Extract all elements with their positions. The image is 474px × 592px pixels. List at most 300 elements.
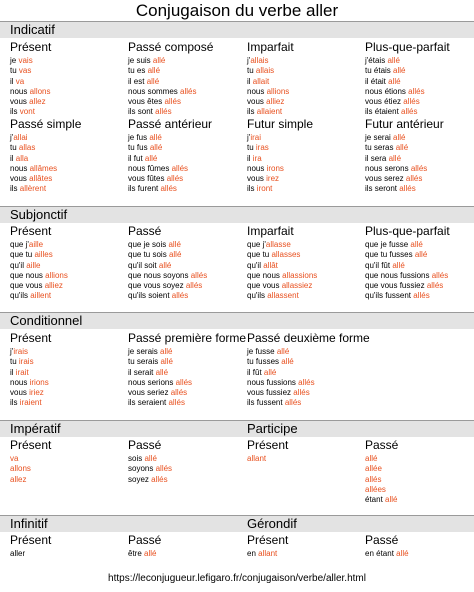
conjugation-row	[247, 261, 317, 271]
tense-block	[10, 224, 68, 302]
tense-block	[128, 331, 246, 409]
conjugation-list	[365, 454, 398, 505]
conjugation-row	[10, 388, 51, 398]
conjugation-list	[365, 549, 409, 559]
tense-block	[365, 438, 398, 505]
conjugation-row	[247, 454, 288, 464]
conjugation-list	[365, 240, 450, 302]
tense-name: Passé	[365, 533, 399, 547]
tense-name: Plus-que-parfait	[365, 224, 450, 238]
verb-form: allé	[149, 143, 163, 153]
pronoun-text: ils	[10, 184, 18, 194]
pronoun-text: tu	[10, 357, 17, 367]
conjugation-row	[365, 261, 450, 271]
pronoun-text: nous fussions	[247, 377, 296, 387]
pronoun-text: tu	[10, 66, 17, 76]
conjugation-row	[10, 357, 51, 367]
verb-form: allé	[393, 133, 406, 142]
conjugation-list	[128, 549, 161, 559]
pronoun-text: aller	[10, 549, 26, 558]
verb-form: allés	[399, 184, 416, 194]
verb-form: allés	[408, 86, 425, 96]
pronoun-text: qu'ils soient	[128, 291, 170, 301]
pronoun-text: vous serez	[365, 174, 404, 184]
conjugation-row	[10, 97, 51, 107]
pronoun-text: en	[247, 549, 256, 558]
tense-name: Imparfait	[247, 40, 294, 54]
verb-form: aillent	[30, 291, 52, 301]
conjugation-row	[10, 378, 51, 388]
verb-form: irai	[250, 133, 261, 142]
verb-form: allés	[190, 270, 208, 280]
conjugation-row	[10, 454, 51, 464]
tense-block	[247, 533, 288, 559]
verb-form: allé	[146, 76, 160, 86]
section-label-participe: Participe	[247, 421, 298, 436]
pronoun-text: que tu	[10, 250, 33, 260]
tense-name: Passé	[365, 438, 399, 452]
conjugation-list	[10, 240, 68, 302]
verb-form: allé	[152, 56, 166, 65]
section-label-imperatif: Impératif	[10, 421, 61, 436]
verb-form: va	[15, 76, 25, 86]
verb-form: allaient	[256, 107, 283, 117]
section-label-gerondif: Gérondif	[247, 516, 297, 531]
conjugation-row	[365, 291, 450, 301]
conjugation-list	[128, 133, 212, 195]
conjugation-list	[10, 549, 51, 559]
pronoun-text: nous	[10, 377, 28, 387]
conjugation-list	[10, 56, 51, 118]
pronoun-text: nous serions	[128, 377, 174, 387]
conjugation-row	[128, 174, 212, 184]
verb-form: alla	[15, 153, 29, 163]
verb-form: vas	[18, 66, 32, 76]
pronoun-text: que nous soyons	[128, 270, 189, 280]
conjugation-row	[128, 77, 213, 87]
pronoun-text: je serais	[128, 347, 158, 356]
conjugation-row	[365, 154, 444, 164]
conjugation-row	[128, 291, 207, 301]
pronoun-text: ils étaient	[365, 107, 399, 117]
verb-form: allâtes	[29, 174, 53, 184]
tense-name: Plus-que-parfait	[365, 40, 450, 54]
pronoun-text: vous fussiez	[247, 388, 292, 398]
verb-form: allés	[180, 86, 197, 96]
conjugation-row	[365, 485, 398, 495]
conjugation-row	[247, 66, 294, 76]
verb-form: allés	[405, 174, 423, 184]
conjugation-row	[247, 143, 313, 153]
conjugation-row	[247, 368, 370, 378]
verb-form: allai	[13, 133, 28, 142]
conjugation-row	[10, 87, 51, 97]
verb-form: allez	[29, 97, 46, 107]
conjugation-row	[365, 174, 444, 184]
conjugation-row	[365, 97, 450, 107]
tense-name: Présent	[247, 533, 289, 547]
pronoun-text: ils seront	[365, 184, 398, 194]
pronoun-text: j'	[247, 56, 251, 65]
conjugation-row	[247, 398, 370, 408]
conjugation-row	[10, 398, 51, 408]
verb-form: allions	[45, 270, 68, 280]
tense-block	[247, 40, 294, 118]
verb-form: iront	[256, 184, 273, 194]
tense-name: Présent	[10, 438, 52, 452]
conjugation-row	[10, 184, 81, 194]
verb-form: allés	[410, 163, 428, 173]
verb-form: ailles	[34, 250, 53, 260]
verb-form: allant	[247, 454, 267, 463]
pronoun-text: nous	[10, 163, 28, 173]
verb-form: alliez	[44, 281, 63, 291]
pronoun-text: il fut	[128, 153, 143, 163]
verb-form: allé	[147, 66, 161, 76]
conjugation-row	[247, 87, 294, 97]
verb-form: irait	[15, 367, 29, 377]
tense-block	[128, 117, 212, 195]
conjugation-row	[128, 454, 172, 464]
verb-form: allé	[263, 367, 277, 377]
verb-form: allés	[401, 107, 418, 117]
section-band-imperatif-participe	[0, 420, 474, 437]
pronoun-text: j'	[247, 133, 251, 142]
tense-name: Passé	[128, 438, 162, 452]
pronoun-text: vous	[10, 97, 27, 107]
conjugation-row	[128, 464, 172, 474]
tense-block	[10, 331, 51, 409]
tense-block	[365, 533, 409, 559]
tense-block	[247, 331, 370, 409]
conjugation-row	[10, 143, 81, 153]
pronoun-text: qu'il fût	[365, 260, 391, 270]
tense-block	[10, 533, 51, 559]
tense-name: Passé composé	[128, 40, 214, 54]
conjugation-row	[365, 133, 444, 143]
conjugation-row	[128, 164, 212, 174]
tense-name: Présent	[10, 533, 52, 547]
pronoun-text: il est	[128, 76, 145, 86]
verb-form: aille	[26, 260, 41, 270]
section-band-conditionnel	[0, 312, 474, 329]
conjugation-row	[247, 281, 317, 291]
tense-name: Futur antérieur	[365, 117, 444, 131]
pronoun-text: nous	[10, 86, 28, 96]
conjugation-row	[10, 133, 81, 143]
verb-form: allés	[151, 474, 168, 484]
tense-block	[128, 40, 213, 118]
pronoun-text: il	[247, 153, 251, 163]
tense-block	[247, 438, 288, 464]
pronoun-text: que vous	[10, 281, 43, 291]
pronoun-text: tu seras	[365, 143, 394, 153]
verb-form: allé	[276, 347, 290, 356]
verb-form: allé	[281, 357, 294, 367]
pronoun-text: que nous	[247, 270, 280, 280]
pronoun-text: il	[247, 76, 251, 86]
conjugation-row	[365, 549, 409, 559]
section-band-indicatif	[0, 21, 474, 38]
conjugation-row	[247, 184, 313, 194]
conjugation-row	[365, 464, 398, 474]
pronoun-text: vous	[247, 97, 264, 107]
verb-form: allé	[155, 367, 169, 377]
pronoun-text: vous êtes	[128, 97, 163, 107]
tense-block	[128, 224, 207, 302]
conjugation-row	[247, 164, 313, 174]
verb-form: allèrent	[19, 184, 47, 194]
conjugation-row	[128, 184, 212, 194]
conjugation-row	[247, 174, 313, 184]
conjugation-row	[10, 240, 68, 250]
conjugation-row	[128, 154, 212, 164]
conjugation-row	[247, 378, 370, 388]
verb-form: allés	[171, 291, 189, 301]
pronoun-text: que tu sois	[128, 250, 167, 260]
verb-form: allés	[170, 388, 188, 398]
tense-name: Futur simple	[247, 117, 314, 131]
tense-name: Passé première forme	[128, 331, 247, 345]
conjugation-row	[10, 347, 51, 357]
pronoun-text: que vous soyez	[128, 281, 184, 291]
conjugation-row	[365, 164, 444, 174]
pronoun-text: j'étais	[365, 56, 386, 65]
verb-form: allasse	[265, 240, 291, 249]
section-band-subjonctif	[0, 206, 474, 223]
verb-form: iraient	[19, 398, 42, 408]
conjugation-list	[128, 454, 172, 485]
conjugation-row	[128, 281, 207, 291]
pronoun-text: que vous	[247, 281, 280, 291]
pronoun-text: que je fusse	[365, 240, 409, 249]
pronoun-text: que nous	[10, 270, 43, 280]
verb-form: allées	[365, 484, 386, 494]
tense-block	[10, 117, 81, 195]
conjugation-list	[247, 56, 294, 118]
pronoun-text: qu'ils	[10, 291, 28, 301]
verb-form: allés	[365, 474, 382, 484]
conjugation-row	[365, 271, 450, 281]
pronoun-text: qu'ils fussent	[365, 291, 411, 301]
verb-form: allé	[144, 153, 158, 163]
verb-form: allâmes	[29, 163, 58, 173]
pronoun-text: il serait	[128, 367, 154, 377]
verb-form: allons	[29, 86, 51, 96]
conjugation-row	[128, 357, 246, 367]
verb-form: allés	[431, 270, 449, 280]
pronoun-text: que je sois	[128, 240, 167, 249]
tense-name: Passé simple	[10, 117, 82, 131]
conjugation-list	[10, 454, 51, 485]
verb-form: allés	[185, 281, 203, 291]
pronoun-text: ils	[247, 184, 255, 194]
conjugation-row	[247, 250, 317, 260]
verb-form: allés	[168, 398, 185, 408]
conjugation-list	[247, 549, 288, 559]
conjugation-row	[10, 77, 51, 87]
pronoun-text: tu	[247, 143, 254, 153]
pronoun-text: nous fûmes	[128, 163, 170, 173]
conjugation-row	[365, 281, 450, 291]
conjugation-row	[128, 549, 161, 559]
tense-name: Présent	[247, 438, 289, 452]
pronoun-text: étant	[365, 495, 383, 505]
tense-name: Présent	[10, 224, 52, 238]
conjugation-list	[365, 56, 450, 118]
pronoun-text: soyez	[128, 474, 149, 484]
pronoun-text: tu étais	[365, 66, 391, 76]
verb-form: allés	[171, 163, 189, 173]
pronoun-text: il fût	[247, 367, 262, 377]
pronoun-text: tu fus	[128, 143, 148, 153]
verb-form: vais	[18, 56, 33, 65]
tense-block	[247, 224, 317, 302]
pronoun-text: j'	[10, 133, 14, 142]
pronoun-text: vous seriez	[128, 388, 169, 398]
verb-form: allés	[164, 97, 181, 107]
verb-form: allons	[10, 464, 31, 474]
conjugation-row	[10, 66, 51, 76]
verb-form: allions	[266, 86, 290, 96]
conjugation-row	[365, 77, 450, 87]
conjugation-row	[10, 56, 51, 66]
pronoun-text: en étant	[365, 549, 394, 558]
pronoun-text: tu serais	[128, 357, 159, 367]
verb-form: allais	[250, 56, 269, 65]
verb-form: allés	[160, 184, 177, 194]
conjugation-row	[365, 184, 444, 194]
conjugation-row	[128, 475, 172, 485]
verb-form: allez	[10, 474, 27, 484]
verb-form: iriez	[29, 388, 44, 398]
pronoun-text: je fusse	[247, 347, 275, 356]
verb-form: allés	[175, 377, 193, 387]
verb-form: va	[10, 454, 19, 463]
conjugation-row	[10, 154, 81, 164]
verb-form: allés	[293, 388, 310, 398]
pronoun-text: sois	[128, 454, 143, 463]
pronoun-text: nous	[247, 86, 265, 96]
conjugation-row	[10, 261, 68, 271]
verb-form: allés	[298, 377, 315, 387]
verb-form: aille	[28, 240, 44, 249]
verb-form: allé	[410, 240, 423, 249]
pronoun-text: il	[10, 367, 14, 377]
conjugation-row	[365, 250, 450, 260]
page-title: Conjugaison du verbe aller	[135, 1, 339, 20]
conjugation-row	[247, 240, 317, 250]
conjugation-list	[128, 56, 213, 118]
verb-form: ira	[252, 153, 262, 163]
verb-form: allé	[168, 250, 182, 260]
pronoun-text: que j'	[247, 240, 266, 249]
tense-block	[10, 438, 51, 485]
verb-form: allés	[413, 291, 430, 301]
section-label-infinitif: Infinitif	[10, 516, 48, 531]
pronoun-text: nous étions	[365, 86, 406, 96]
pronoun-text: vous étiez	[365, 97, 402, 107]
verb-form: allé	[395, 143, 409, 153]
conjugation-list	[10, 133, 81, 195]
tense-block	[365, 40, 450, 118]
verb-form: allé	[149, 133, 162, 142]
verb-form: allant	[258, 549, 278, 558]
verb-form: allas	[18, 143, 36, 153]
pronoun-text: que vous fussiez	[365, 281, 425, 291]
conjugation-row	[10, 164, 81, 174]
conjugation-row	[128, 261, 207, 271]
conjugation-row	[10, 291, 68, 301]
conjugation-row	[10, 475, 51, 485]
verb-form: allés	[155, 107, 172, 117]
pronoun-text: nous sommes	[128, 86, 178, 96]
conjugation-row	[128, 87, 213, 97]
tense-block	[128, 438, 172, 485]
conjugation-row	[365, 87, 450, 97]
pronoun-text: nous	[247, 163, 265, 173]
pronoun-text: vous	[247, 174, 264, 184]
conjugation-row	[128, 240, 207, 250]
conjugation-list	[128, 347, 246, 409]
pronoun-text: ils	[247, 107, 255, 117]
pronoun-text: nous serons	[365, 163, 409, 173]
verb-form: vont	[19, 107, 35, 117]
conjugation-row	[247, 291, 317, 301]
tense-block	[365, 117, 444, 195]
verb-form: allés	[426, 281, 444, 291]
conjugation-row	[128, 378, 246, 388]
pronoun-text: il	[10, 76, 14, 86]
conjugation-row	[128, 56, 213, 66]
pronoun-text: il sera	[365, 153, 387, 163]
conjugation-row	[247, 388, 370, 398]
conjugation-row	[128, 398, 246, 408]
verb-form: allés	[166, 174, 184, 184]
pronoun-text: ils	[10, 107, 18, 117]
conjugation-row	[10, 174, 81, 184]
verb-form: allassent	[267, 291, 299, 301]
conjugation-row	[247, 133, 313, 143]
verb-form: allé	[158, 260, 172, 270]
pronoun-text: ils sont	[128, 107, 153, 117]
conjugation-list	[247, 454, 288, 464]
verb-form: allais	[255, 66, 275, 76]
conjugation-row	[247, 154, 313, 164]
conjugation-row	[247, 56, 294, 66]
pronoun-text: qu'il	[10, 260, 24, 270]
conjugation-row	[10, 464, 51, 474]
section-label-indicatif: Indicatif	[10, 22, 55, 37]
pronoun-text: je serai	[365, 133, 391, 142]
pronoun-text: tu	[10, 143, 17, 153]
conjugation-row	[247, 347, 370, 357]
conjugation-row	[247, 271, 317, 281]
verb-form: allé	[414, 250, 428, 260]
conjugation-row	[128, 66, 213, 76]
pronoun-text: que tu	[247, 250, 270, 260]
section-label-subjonctif: Subjonctif	[10, 207, 68, 222]
conjugation-list	[247, 133, 313, 195]
conjugation-row	[10, 250, 68, 260]
tense-block	[365, 224, 450, 302]
pronoun-text: vous fûtes	[128, 174, 165, 184]
verb-form: alliez	[266, 97, 285, 107]
conjugation-list	[247, 347, 370, 409]
verb-form: allés	[284, 398, 302, 408]
pronoun-text: il	[10, 153, 14, 163]
conjugation-row	[365, 454, 398, 464]
